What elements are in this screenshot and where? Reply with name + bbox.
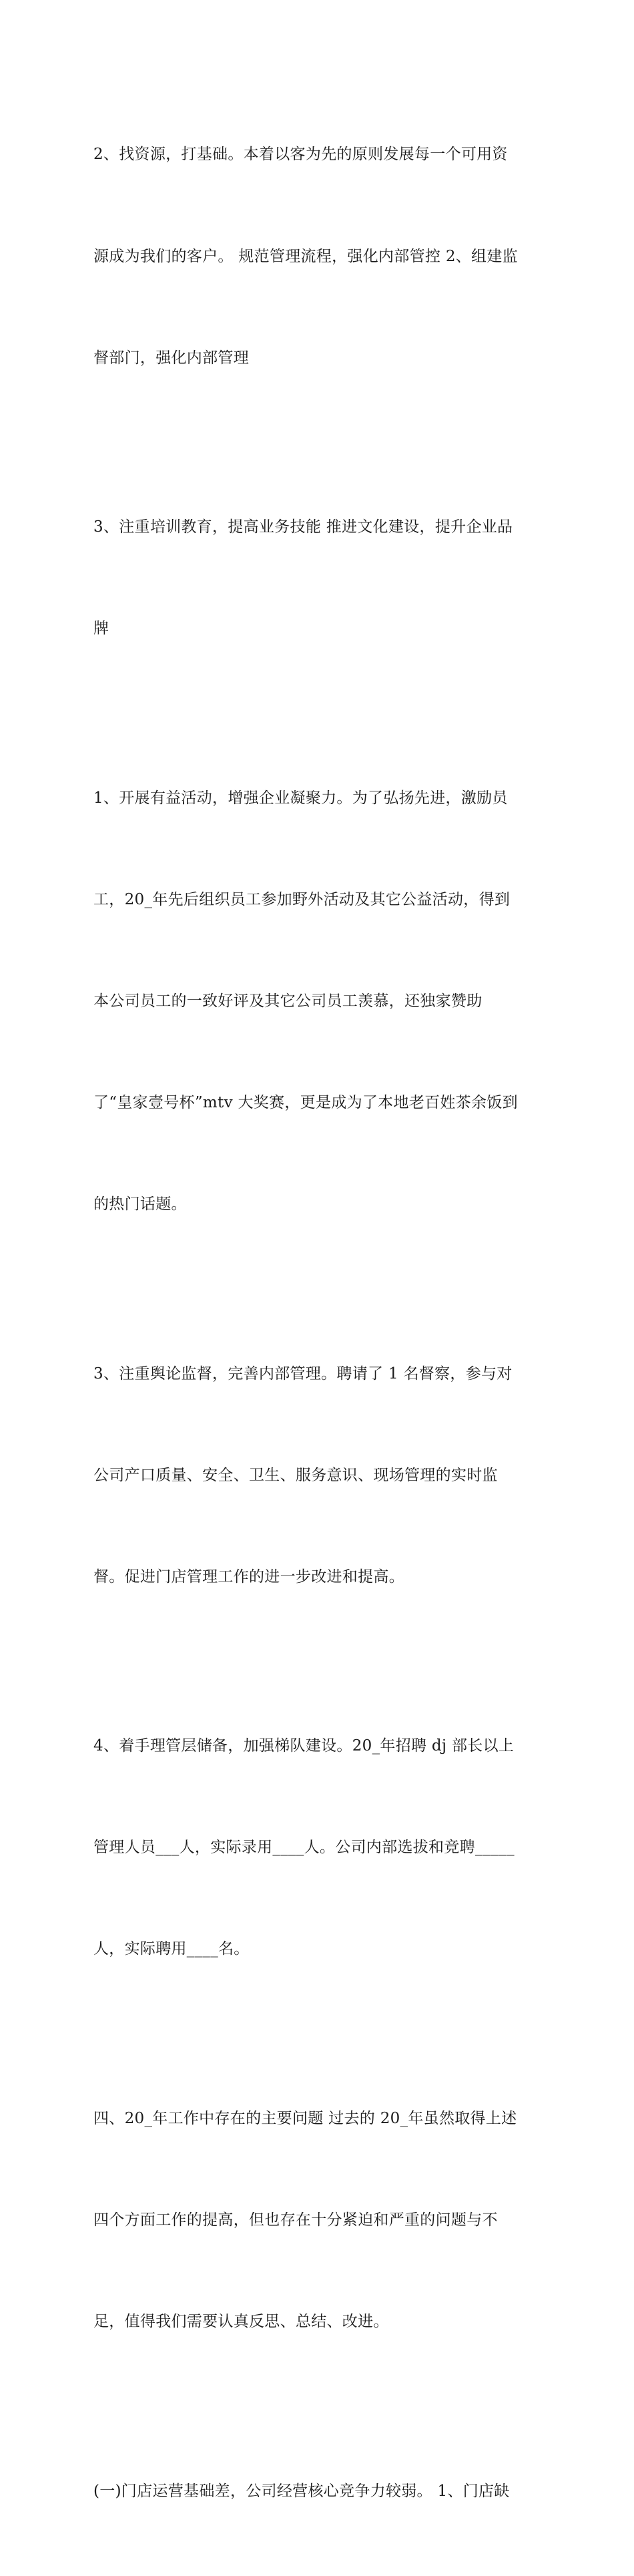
paragraph-find-resources (93, 70, 542, 443)
document-body (93, 70, 542, 2576)
text-line: 的热门话题。 (93, 1195, 187, 1214)
text-line: 3、注重培训教育，提高业务技能 推进文化建设，提升企业品 (93, 518, 513, 536)
text-line: 督。促进门店管理工作的进一步改进和提高。 (93, 1568, 404, 1586)
text-line: 1、开展有益活动，增强企业凝聚力。为了弘扬先进，激励员 (93, 789, 508, 807)
paragraph-activities (93, 713, 542, 1289)
text-line: 工，20_年先后组织员工参加野外活动及其它公益活动，得到 (93, 890, 511, 908)
text-line: 四、20_年工作中存在的主要问题 过去的 20_年虽然取得上述 (93, 2109, 517, 2127)
paragraph-supervision (93, 1289, 542, 1662)
paragraph-management-reserve (93, 1662, 542, 2034)
text-line: 4、着手理管层储备，加强梯队建设。20_年招聘 dj 部长以上 (93, 1737, 515, 1755)
paragraph-training (93, 443, 542, 714)
text-line: 管理人员___人，实际录用____人。公司内部选拔和竞聘_____ (93, 1839, 515, 1857)
paragraph-main-problems (93, 2034, 542, 2407)
text-line: (一)门店运营基础差，公司经营核心竞争力较弱。 1、门店缺 (93, 2482, 510, 2500)
paragraph-store-operations (93, 2406, 542, 2576)
text-line: 2、找资源，打基础。本着以客为先的原则发展每一个可用资 (93, 146, 508, 164)
text-line: 3、注重舆论监督，完善内部管理。聘请了 1 名督察，参与对 (93, 1364, 513, 1383)
text-line: 足，值得我们需要认真反思、总结、改进。 (93, 2313, 389, 2331)
text-line: 四个方面工作的提高，但也存在十分紧迫和严重的问题与不 (93, 2211, 498, 2229)
text-line: 本公司员工的一致好评及其它公司员工羡慕，还独家赞助 (93, 992, 483, 1010)
text-line: 督部门，强化内部管理 (93, 349, 249, 367)
text-line: 人，实际聘用____名。 (93, 1940, 250, 1958)
text-line: 公司产口质量、安全、卫生、服务意识、现场管理的实时监 (93, 1466, 498, 1484)
text-line: 了“皇家壹号杯”mtv 大奖赛，更是成为了本地老百姓茶余饭到 (93, 1093, 518, 1111)
text-line: 源成为我们的客户。 规范管理流程，强化内部管控 2、组建监 (93, 247, 518, 265)
text-line: 牌 (93, 620, 109, 638)
